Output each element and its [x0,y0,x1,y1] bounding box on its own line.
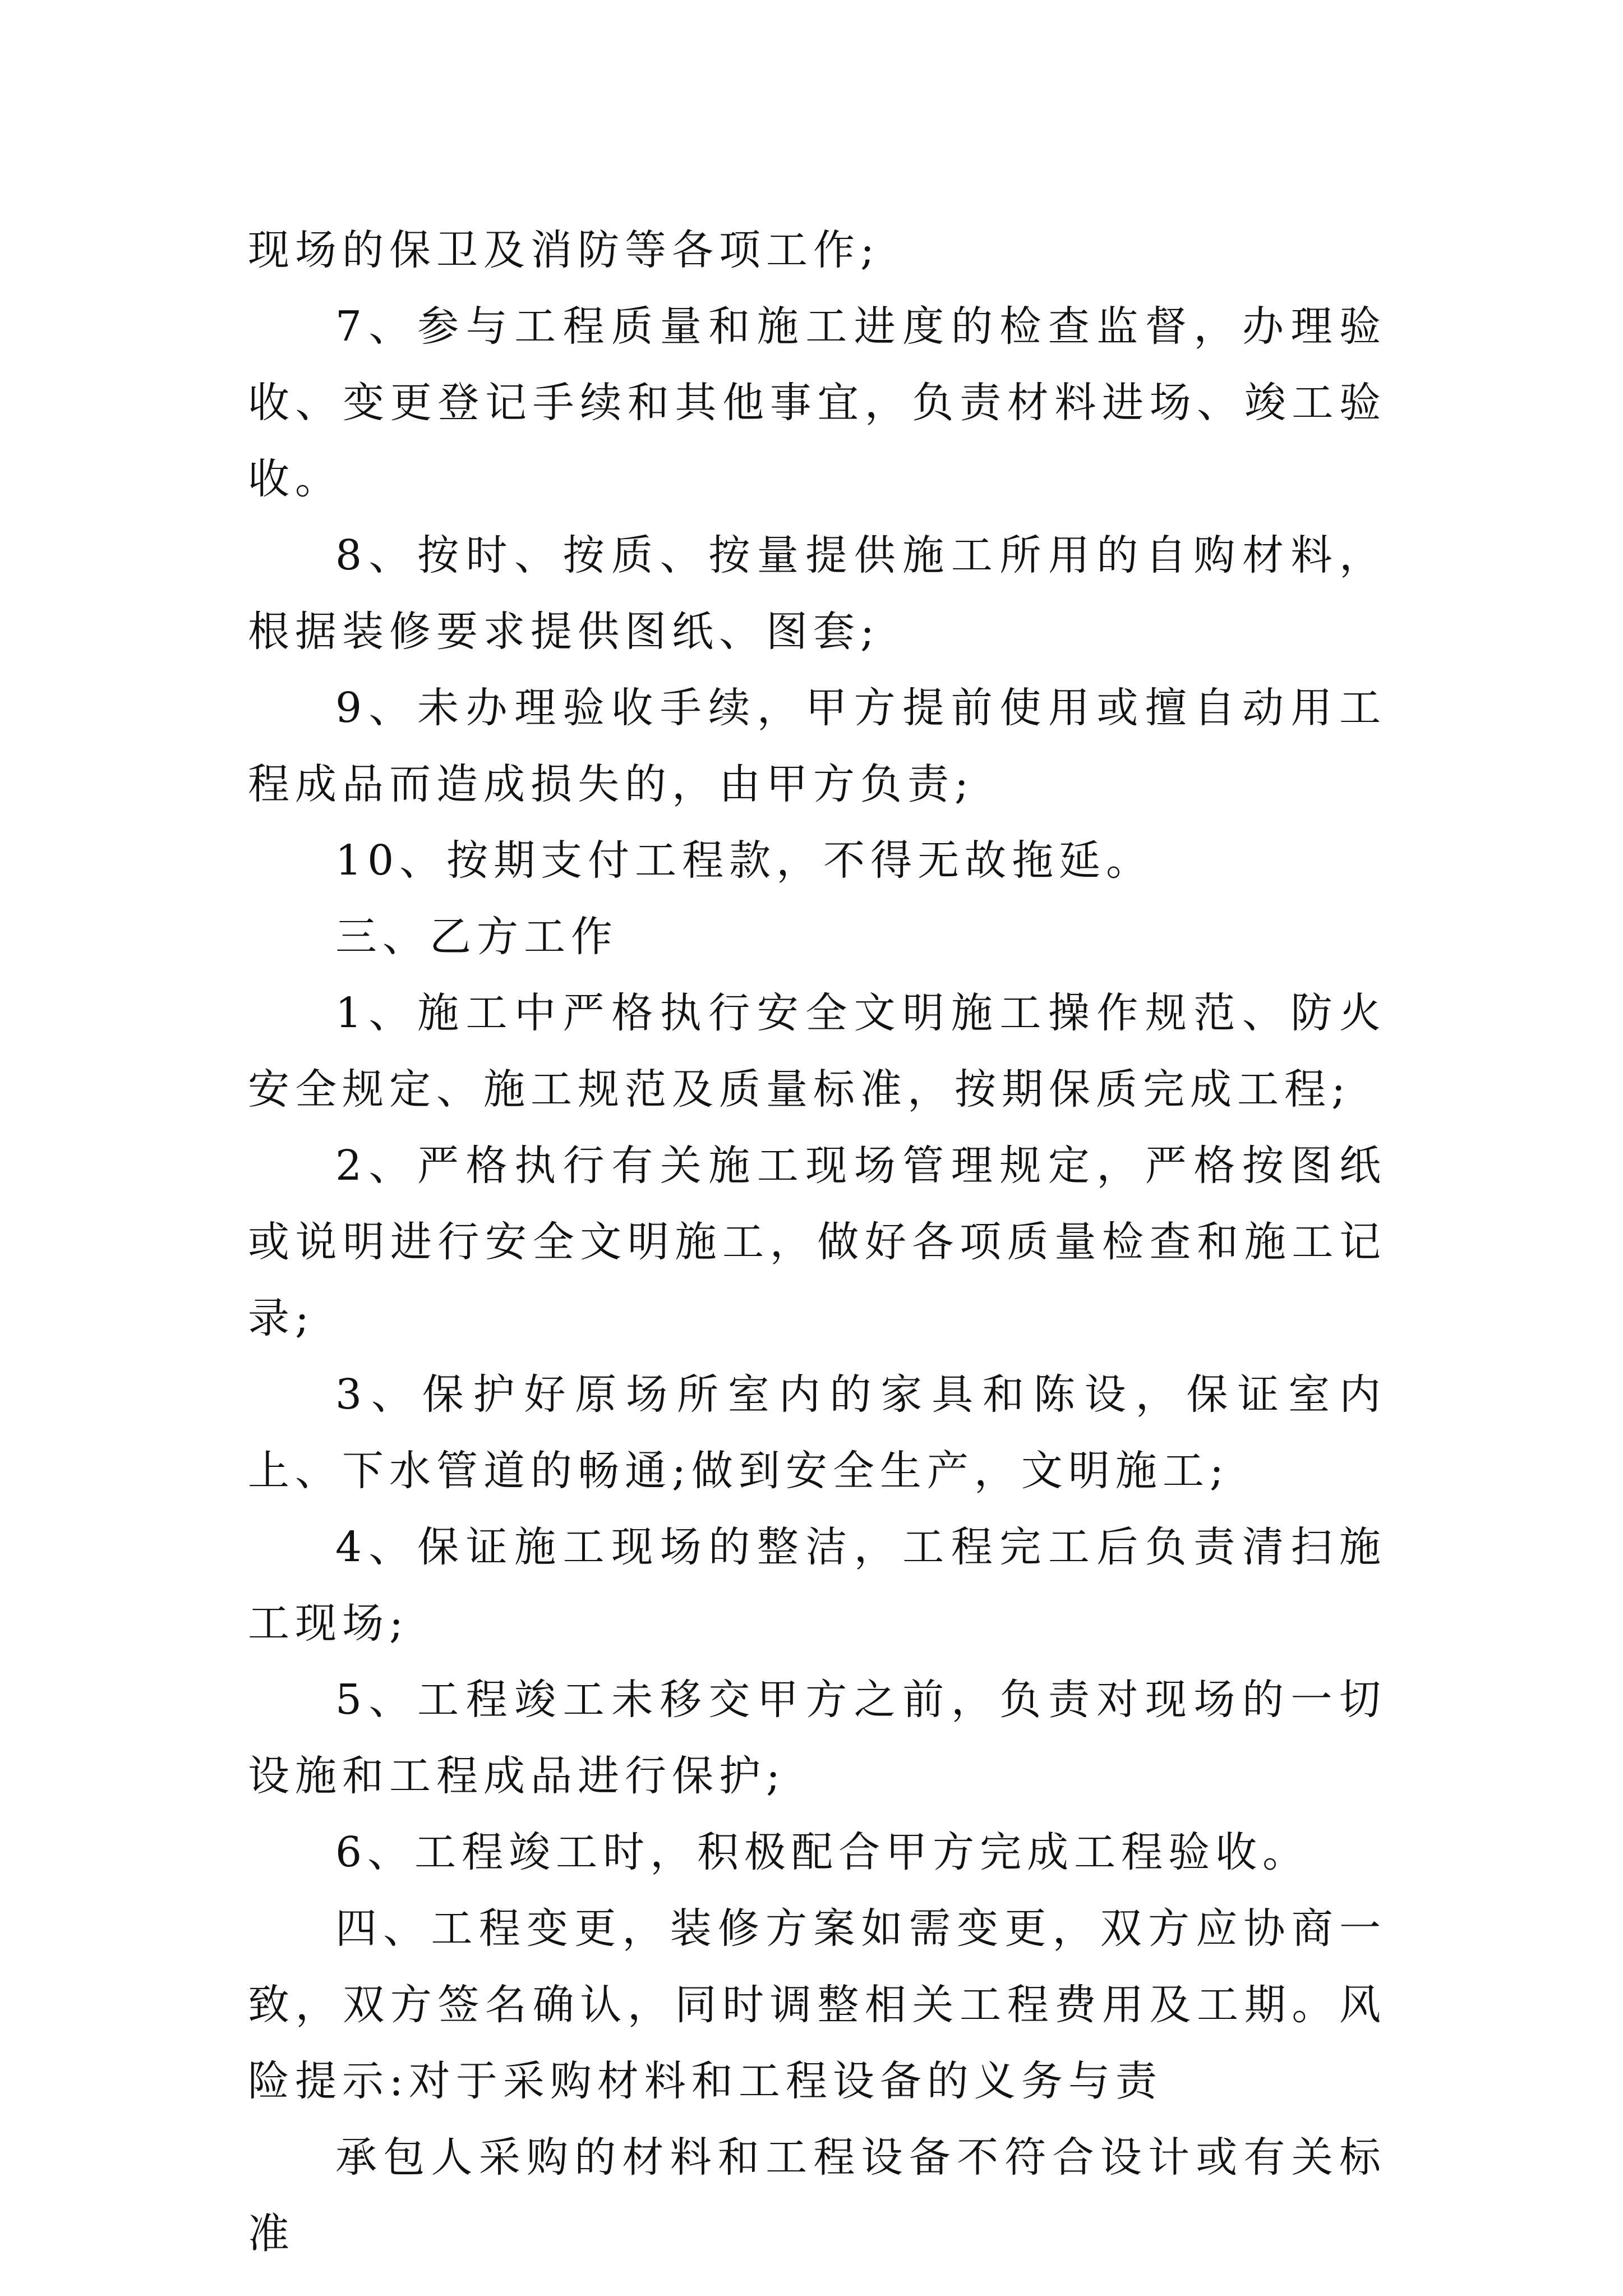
paragraph: 9、未办理验收手续，甲方提前使用或擅自动用工程成品而造成损失的，由甲方负责; [248,684,1386,808]
document-body [248,212,1386,2272]
paragraph: 6、工程竣工时，积极配合甲方完成工程验收。 [335,1828,1310,1876]
paragraph: 1、施工中严格执行安全文明施工操作规范、防火安全规定、施工规范及质量标准，按期保质完成工程; [248,989,1386,1114]
paragraph: 3、保护好原场所室内的家具和陈设，保证室内上、下水管道的畅通;做到安全生产，文明施工; [248,1370,1386,1495]
paragraph: 5、工程竣工未移交甲方之前，负责对现场的一切设施和工程成品进行保护; [248,1676,1386,1800]
paragraph: 承包人采购的材料和工程设备不符合设计或有关标准 [248,2133,1386,2258]
paragraph: 四、工程变更，装修方案如需变更，双方应协商一致，双方签名确认，同时调整相关工程费用及工期。风险提示:对于采购材料和工程设备的义务与责 [248,1904,1386,2105]
paragraph: 10、按期支付工程款，不得无故拖延。 [335,836,1154,885]
paragraph: 8、按时、按质、按量提供施工所用的自购材料，根据装修要求提供图纸、图套; [248,531,1386,656]
paragraph: 2、严格执行有关施工现场管理规定，严格按图纸或说明进行安全文明施工，做好各项质量检查和施工记录; [248,1142,1386,1342]
paragraph: 7、参与工程质量和施工进度的检查监督，办理验收、变更登记手续和其他事宜，负责材料进场、竣工验收。 [248,302,1386,503]
paragraph: 现场的保卫及消防等各项工作; [248,226,880,274]
section-heading: 三、乙方工作 [335,913,618,961]
paragraph: 4、保证施工现场的整洁，工程完工后负责清扫施工现场; [248,1523,1386,1648]
